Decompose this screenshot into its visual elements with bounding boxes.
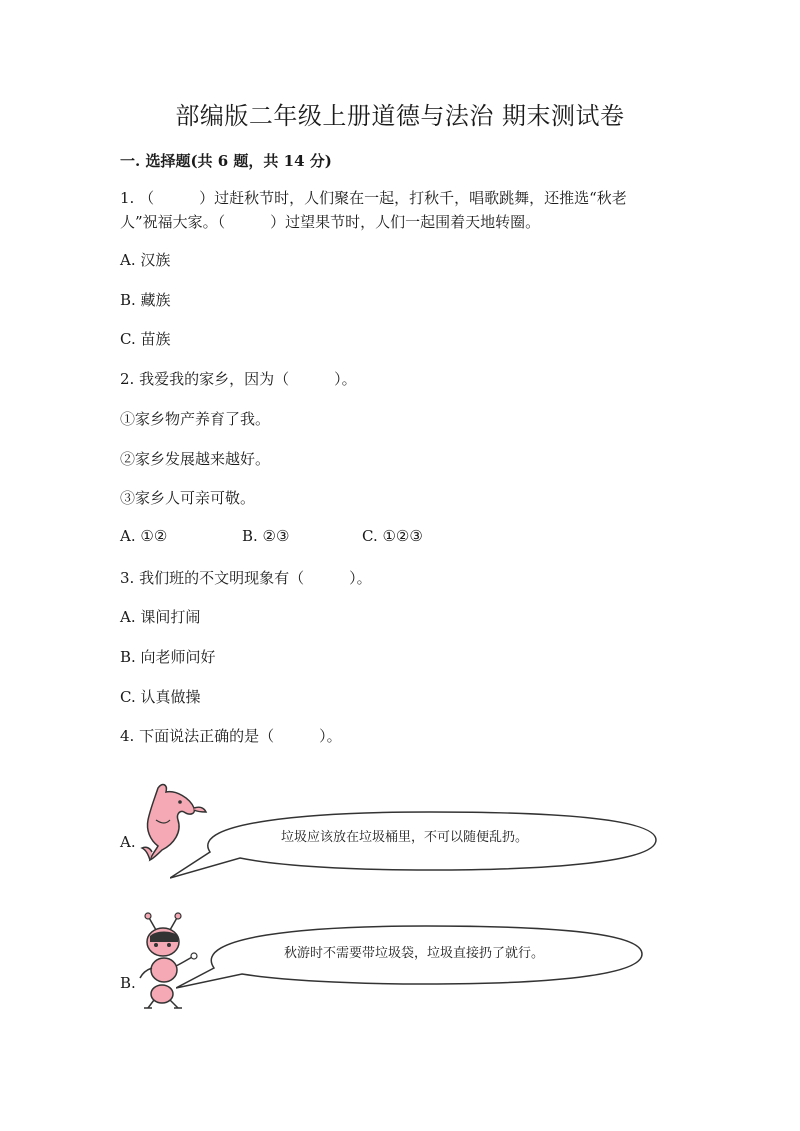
q4-stem: 4. 下面说法正确的是（ ）。 [120,727,342,745]
speech-bubble-a-text: 垃圾应该放在垃圾桶里，不可以随便乱扔。 [281,830,529,845]
q3-option-b[interactable]: B. 向老师问好 [120,648,216,666]
q2-item-3: ③家乡人可亲可敬。 [120,489,256,507]
section-heading: 一. 选择题(共 6 题，共 14 分) [120,152,332,170]
q2-option-a[interactable]: A. ①② [120,527,168,545]
q2-option-b[interactable]: B. ②③ [242,527,290,545]
q1-option-a[interactable]: A. 汉族 [120,251,171,269]
q3-option-c[interactable]: C. 认真做操 [120,688,201,706]
q1-option-b[interactable]: B. 藏族 [120,291,171,309]
speech-bubble-b-text: 秋游时不需要带垃圾袋，垃圾直接扔了就行。 [284,946,545,961]
q2-stem: 2. 我爱我的家乡，因为（ ）。 [120,370,357,388]
q1-option-c[interactable]: C. 苗族 [120,330,171,348]
q4-option-b-letter[interactable]: B. [120,974,136,992]
q3-stem: 3. 我们班的不文明现象有（ ）。 [120,569,372,587]
q1-stem-line1: 1. （ ）过赶秋节时，人们聚在一起，打秋千，唱歌跳舞，还推选“秋老 [120,189,627,207]
q2-item-1: ①家乡物产养育了我。 [120,410,271,428]
q2-option-c[interactable]: C. ①②③ [362,527,423,545]
q1-stem-line2: 人”祝福大家。（ ）过望果节时，人们一起围着天地转圈。 [120,213,541,231]
q4-option-a-letter[interactable]: A. [120,833,136,851]
q2-options-row [120,527,423,545]
q2-item-2: ②家乡发展越来越好。 [120,450,271,468]
q3-option-a[interactable]: A. 课间打闹 [120,608,201,626]
page-title: 部编版二年级上册道德与法治 期末测试卷 [175,102,625,130]
